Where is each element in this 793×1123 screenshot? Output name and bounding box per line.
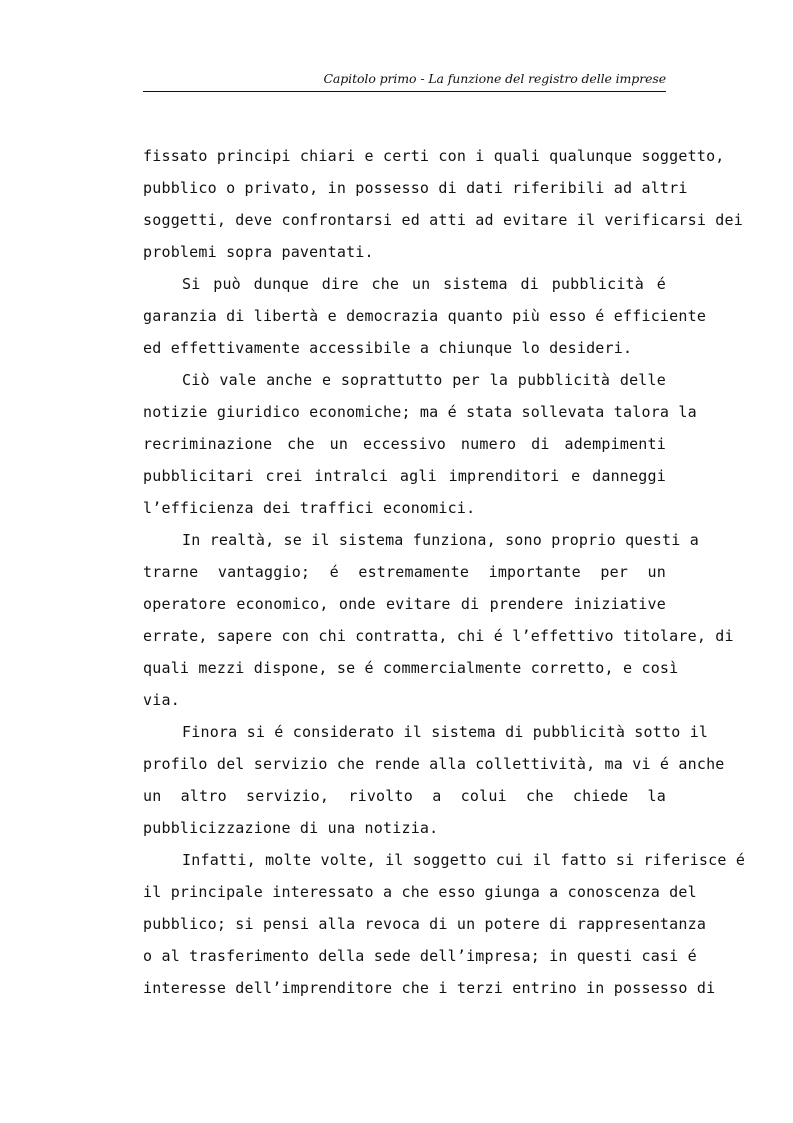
header-rule: [143, 91, 666, 92]
text-line: operatore economico, onde evitare di prendere iniziative: [143, 595, 666, 613]
text-line: pubblico; si pensi alla revoca di un potere di rappresentanza: [143, 915, 707, 933]
text-line: pubblicizzazione di una notizia.: [143, 819, 439, 837]
text-line: problemi sopra paventati.: [143, 243, 374, 261]
text-body: [143, 140, 746, 1004]
text-line: un altro servizio, rivolto a colui che chiede la: [143, 787, 666, 805]
text-line: quali mezzi dispone, se é commercialmente corretto, e così: [143, 659, 679, 677]
text-line: via.: [143, 691, 180, 709]
text-line: interesse dell’imprenditore che i terzi entrino in possesso di: [143, 979, 716, 997]
text-line: soggetti, deve confrontarsi ed atti ad evitare il verificarsi dei: [143, 211, 743, 229]
text-line: il principale interessato a che esso giunga a conoscenza del: [143, 883, 697, 901]
paragraph-first-line: Si può dunque dire che un sistema di pubblicità é: [182, 275, 666, 293]
paragraph-first-line: Infatti, molte volte, il soggetto cui il fatto si riferisce é: [182, 851, 746, 869]
text-line: notizie giuridico economiche; ma é stata sollevata talora la: [143, 403, 697, 421]
text-line: l’efficienza dei traffici economici.: [143, 499, 476, 517]
paragraph-first-line: Finora si é considerato il sistema di pubblicità sotto il: [182, 723, 709, 741]
text-line: profilo del servizio che rende alla collettività, ma vi é anche: [143, 755, 725, 773]
text-line: pubblicitari crei intralci agli imprenditori e danneggi: [143, 467, 666, 485]
running-header: Capitolo primo - La funzione del registro delle imprese: [323, 71, 666, 86]
text-line: errate, sapere con chi contratta, chi é l’effettivo titolare, di: [143, 627, 734, 645]
paragraph-first-line: Ciò vale anche e soprattutto per la pubblicità delle: [182, 371, 666, 389]
text-line: o al trasferimento della sede dell’impresa; in questi casi é: [143, 947, 697, 965]
paragraph-first-line: In realtà, se il sistema funziona, sono proprio questi a: [182, 531, 699, 549]
text-line: recriminazione che un eccessivo numero di adempimenti: [143, 435, 666, 453]
text-line: ed effettivamente accessibile a chiunque lo desideri.: [143, 339, 633, 357]
text-line: garanzia di libertà e democrazia quanto più esso é efficiente: [143, 307, 707, 325]
text-line: fissato principi chiari e certi con i quali qualunque soggetto,: [143, 147, 725, 165]
text-line: trarne vantaggio; é estremamente importante per un: [143, 563, 666, 581]
text-line: pubblico o privato, in possesso di dati riferibili ad altri: [143, 179, 688, 197]
